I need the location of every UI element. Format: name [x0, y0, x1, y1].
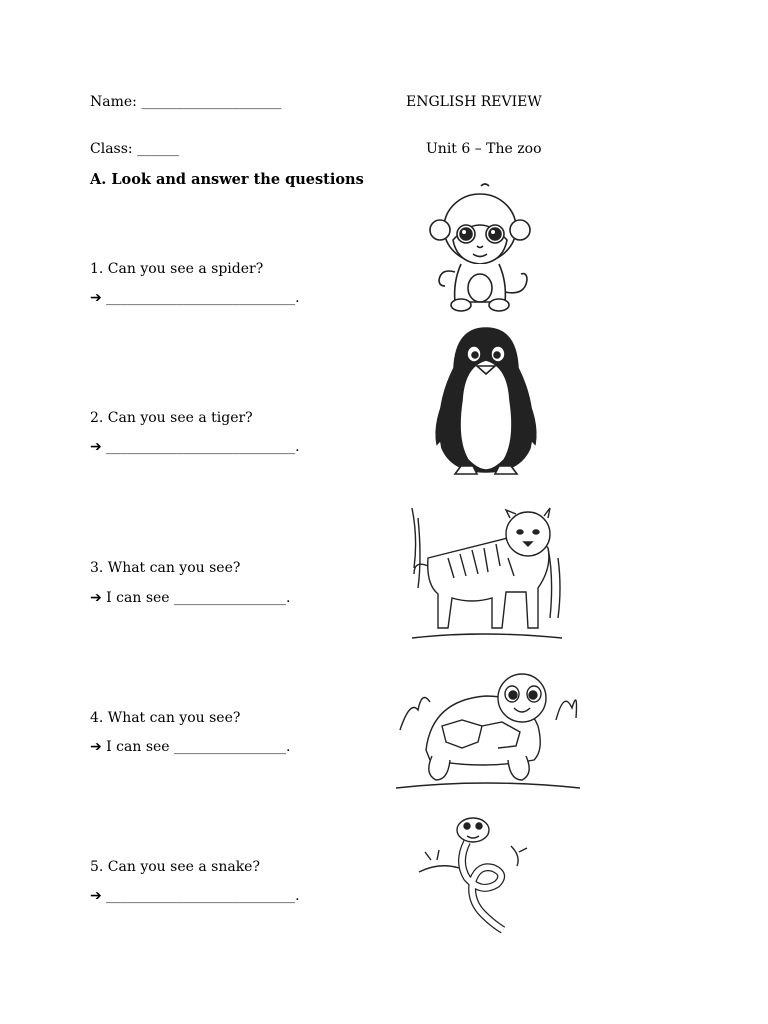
turtle-picture — [396, 660, 580, 798]
turtle-icon — [396, 660, 580, 798]
section-heading: A. Look and answer the questions — [90, 171, 364, 188]
name-field-line[interactable]: Name: ____________________ — [90, 94, 282, 110]
question-prompt: 5. Can you see a snake? — [90, 859, 260, 875]
monkey-icon — [425, 180, 535, 315]
worksheet-title: ENGLISH REVIEW — [406, 94, 542, 110]
answer-line[interactable]: ➔ ___________________________. — [90, 888, 300, 904]
tiger-icon — [408, 488, 566, 650]
question-prompt: 2. Can you see a tiger? — [90, 410, 253, 426]
snake-icon — [415, 812, 533, 934]
answer-line[interactable]: ➔ ___________________________. — [90, 290, 300, 306]
penguin-icon — [425, 320, 547, 480]
penguin-picture — [425, 320, 547, 480]
answer-line[interactable]: ➔ ___________________________. — [90, 439, 300, 455]
answer-line[interactable]: ➔ I can see ________________. — [90, 590, 291, 606]
monkey-picture — [425, 180, 535, 315]
snake-picture — [415, 812, 533, 934]
class-field-line[interactable]: Class: ______ — [90, 141, 180, 157]
question-prompt: 3. What can you see? — [90, 560, 241, 576]
question-prompt: 1. Can you see a spider? — [90, 261, 264, 277]
question-prompt: 4. What can you see? — [90, 710, 241, 726]
tiger-picture — [408, 488, 566, 650]
unit-subtitle: Unit 6 – The zoo — [426, 141, 542, 157]
answer-line[interactable]: ➔ I can see ________________. — [90, 739, 291, 755]
